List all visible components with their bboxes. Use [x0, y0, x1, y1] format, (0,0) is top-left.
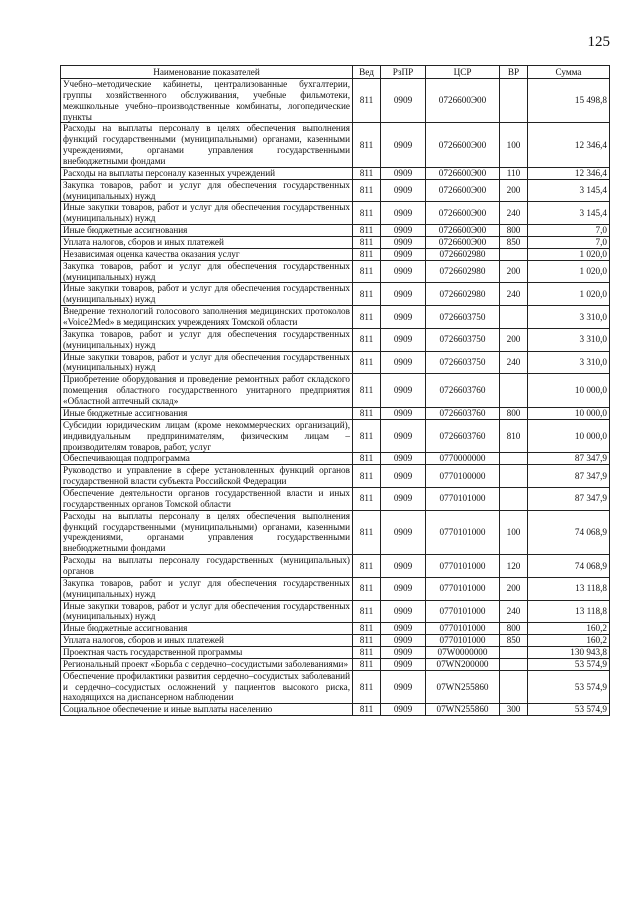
table-header — [61, 66, 610, 79]
row-vr: 240 — [500, 351, 528, 374]
row-ved: 811 — [353, 646, 381, 658]
row-rzpr: 0909 — [381, 79, 426, 123]
row-sum: 13 118,8 — [528, 577, 610, 600]
row-sum: 15 498,8 — [528, 79, 610, 123]
row-rzpr: 0909 — [381, 646, 426, 658]
row-vr — [500, 306, 528, 329]
row-ved: 811 — [353, 623, 381, 635]
row-ved: 811 — [353, 487, 381, 510]
row-name: Расходы на выплаты персоналу в целях обеспечения выполнения функций государственными (муниципальными) органами, казенными учреждениями, органами управления государственными внебюджетными фондами — [61, 510, 353, 554]
row-sum: 7,0 — [528, 225, 610, 237]
table-row — [61, 202, 610, 225]
row-name: Иные закупки товаров, работ и услуг для обеспечения государственных (муниципальных) нужд — [61, 283, 353, 306]
row-csr: 0726603760 — [426, 374, 500, 408]
row-sum: 10 000,0 — [528, 407, 610, 419]
row-ved: 811 — [353, 510, 381, 554]
row-ved: 811 — [353, 465, 381, 488]
row-rzpr: 0909 — [381, 704, 426, 716]
row-name: Учебно–методические кабинеты, централизованные бухгалтерии, группы хозяйственного обслуживания, учебные фильмотеки, межшкольные учебно–производственные комбинаты, логопедические пункты — [61, 79, 353, 123]
row-sum: 3 310,0 — [528, 351, 610, 374]
row-rzpr: 0909 — [381, 487, 426, 510]
row-name: Субсидии юридическим лицам (кроме некоммерческих организаций), индивидуальным предпринимателям, физическим лицам – производителям товаров, работ, услуг — [61, 419, 353, 453]
row-csr: 0726600Э00 — [426, 79, 500, 123]
row-ved: 811 — [353, 555, 381, 578]
header-row — [61, 66, 610, 79]
row-name: Уплата налогов, сборов и иных платежей — [61, 635, 353, 647]
row-vr — [500, 374, 528, 408]
row-rzpr: 0909 — [381, 328, 426, 351]
row-name: Иные закупки товаров, работ и услуг для обеспечения государственных (муниципальных) нужд — [61, 202, 353, 225]
row-sum: 160,2 — [528, 623, 610, 635]
row-rzpr: 0909 — [381, 283, 426, 306]
row-name: Закупка товаров, работ и услуг для обеспечения государственных (муниципальных) нужд — [61, 179, 353, 202]
row-vr: 200 — [500, 179, 528, 202]
row-rzpr: 0909 — [381, 260, 426, 283]
row-csr: 0726600Э00 — [426, 167, 500, 179]
row-csr: 0726603760 — [426, 419, 500, 453]
row-vr: 240 — [500, 283, 528, 306]
table-row — [61, 374, 610, 408]
row-csr: 0726600Э00 — [426, 237, 500, 249]
row-name: Уплата налогов, сборов и иных платежей — [61, 237, 353, 249]
row-csr: 0770100000 — [426, 465, 500, 488]
row-rzpr: 0909 — [381, 577, 426, 600]
row-rzpr: 0909 — [381, 179, 426, 202]
row-name: Иные бюджетные ассигнования — [61, 407, 353, 419]
row-vr: 100 — [500, 123, 528, 167]
row-name: Закупка товаров, работ и услуг для обеспечения государственных (муниципальных) нужд — [61, 577, 353, 600]
row-ved: 811 — [353, 600, 381, 623]
row-rzpr: 0909 — [381, 407, 426, 419]
table-row — [61, 623, 610, 635]
row-name: Региональный проект «Борьба с сердечно–сосудистыми заболеваниями» — [61, 658, 353, 670]
table-row — [61, 225, 610, 237]
row-csr: 0770000000 — [426, 453, 500, 465]
row-rzpr: 0909 — [381, 465, 426, 488]
row-csr: 0726602980 — [426, 248, 500, 260]
row-name: Расходы на выплаты персоналу казенных учреждений — [61, 167, 353, 179]
row-rzpr: 0909 — [381, 510, 426, 554]
row-sum: 3 310,0 — [528, 328, 610, 351]
row-sum: 1 020,0 — [528, 260, 610, 283]
header-sum: Сумма — [528, 66, 610, 79]
row-rzpr: 0909 — [381, 167, 426, 179]
row-csr: 0726600Э00 — [426, 202, 500, 225]
row-sum: 10 000,0 — [528, 419, 610, 453]
row-name: Независимая оценка качества оказания услуг — [61, 248, 353, 260]
table-row — [61, 600, 610, 623]
row-sum: 160,2 — [528, 635, 610, 647]
row-csr: 07WN200000 — [426, 658, 500, 670]
row-rzpr: 0909 — [381, 453, 426, 465]
row-sum: 7,0 — [528, 237, 610, 249]
row-csr: 0726600Э00 — [426, 225, 500, 237]
table-row — [61, 704, 610, 716]
row-ved: 811 — [353, 328, 381, 351]
table-row — [61, 248, 610, 260]
row-rzpr: 0909 — [381, 635, 426, 647]
row-vr: 850 — [500, 237, 528, 249]
table-row — [61, 260, 610, 283]
row-ved: 811 — [353, 225, 381, 237]
row-sum: 12 346,4 — [528, 123, 610, 167]
row-csr: 0726603750 — [426, 328, 500, 351]
row-sum: 87 347,9 — [528, 465, 610, 488]
row-rzpr: 0909 — [381, 306, 426, 329]
budget-table — [60, 65, 610, 716]
row-ved: 811 — [353, 407, 381, 419]
row-ved: 811 — [353, 658, 381, 670]
table-row — [61, 283, 610, 306]
row-rzpr: 0909 — [381, 600, 426, 623]
table-row — [61, 179, 610, 202]
row-vr — [500, 658, 528, 670]
row-sum: 1 020,0 — [528, 283, 610, 306]
row-sum: 53 574,9 — [528, 704, 610, 716]
row-sum: 10 000,0 — [528, 374, 610, 408]
table-row — [61, 407, 610, 419]
row-vr — [500, 248, 528, 260]
table-row — [61, 328, 610, 351]
table-row — [61, 670, 610, 704]
row-vr — [500, 453, 528, 465]
header-rzpr: РзПР — [381, 66, 426, 79]
row-name: Закупка товаров, работ и услуг для обеспечения государственных (муниципальных) нужд — [61, 260, 353, 283]
row-name: Приобретение оборудования и проведение ремонтных работ складского помещения областного государственного унитарного предприятия «Областной аптечный склад» — [61, 374, 353, 408]
row-sum: 12 346,4 — [528, 167, 610, 179]
row-ved: 811 — [353, 419, 381, 453]
row-rzpr: 0909 — [381, 237, 426, 249]
table-row — [61, 123, 610, 167]
row-name: Проектная часть государственной программы — [61, 646, 353, 658]
row-ved: 811 — [353, 283, 381, 306]
row-ved: 811 — [353, 260, 381, 283]
header-vr: ВР — [500, 66, 528, 79]
row-sum: 1 020,0 — [528, 248, 610, 260]
row-sum: 3 145,4 — [528, 202, 610, 225]
row-csr: 0726603750 — [426, 351, 500, 374]
row-rzpr: 0909 — [381, 225, 426, 237]
row-ved: 811 — [353, 123, 381, 167]
row-rzpr: 0909 — [381, 123, 426, 167]
row-csr: 0770101000 — [426, 577, 500, 600]
row-name: Руководство и управление в сфере установленных функций органов государственной власти субъекта Российской Федерации — [61, 465, 353, 488]
row-rzpr: 0909 — [381, 658, 426, 670]
row-ved: 811 — [353, 237, 381, 249]
row-ved: 811 — [353, 79, 381, 123]
table-row — [61, 167, 610, 179]
row-name: Иные бюджетные ассигнования — [61, 623, 353, 635]
table-row — [61, 351, 610, 374]
table-row — [61, 465, 610, 488]
row-vr: 300 — [500, 704, 528, 716]
row-name: Обеспечение деятельности органов государственной власти и иных государственных органов Томской области — [61, 487, 353, 510]
row-name: Внедрение технологий голосового заполнения медицинских протоколов «Voice2Med» в медицинских учреждениях Томской области — [61, 306, 353, 329]
row-vr: 810 — [500, 419, 528, 453]
row-ved: 811 — [353, 202, 381, 225]
table-row — [61, 658, 610, 670]
row-vr — [500, 465, 528, 488]
row-ved: 811 — [353, 577, 381, 600]
row-sum: 3 310,0 — [528, 306, 610, 329]
page-number: 125 — [587, 34, 610, 50]
table-row — [61, 646, 610, 658]
row-csr: 0770101000 — [426, 600, 500, 623]
row-sum: 74 068,9 — [528, 555, 610, 578]
row-csr: 0726603750 — [426, 306, 500, 329]
row-name: Иные бюджетные ассигнования — [61, 225, 353, 237]
row-name: Расходы на выплаты персоналу государственных (муниципальных) органов — [61, 555, 353, 578]
row-ved: 811 — [353, 453, 381, 465]
row-vr: 200 — [500, 577, 528, 600]
header-csr: ЦСР — [426, 66, 500, 79]
table-row — [61, 419, 610, 453]
row-name: Обеспечение профилактики развития сердечно–сосудистых заболеваний и сердечно–сосудистых осложнений у пациентов высокого риска, находящихся на диспансерном наблюдении — [61, 670, 353, 704]
row-vr: 800 — [500, 407, 528, 419]
row-csr: 07W0000000 — [426, 646, 500, 658]
row-ved: 811 — [353, 670, 381, 704]
row-vr: 800 — [500, 225, 528, 237]
row-rzpr: 0909 — [381, 248, 426, 260]
row-ved: 811 — [353, 167, 381, 179]
table-row — [61, 487, 610, 510]
row-csr: 0770101000 — [426, 487, 500, 510]
row-sum: 130 943,8 — [528, 646, 610, 658]
row-ved: 811 — [353, 704, 381, 716]
table-row — [61, 237, 610, 249]
row-csr: 0726603760 — [426, 407, 500, 419]
table-row — [61, 555, 610, 578]
table-body — [61, 79, 610, 716]
row-rzpr: 0909 — [381, 202, 426, 225]
row-ved: 811 — [353, 306, 381, 329]
row-vr: 110 — [500, 167, 528, 179]
row-csr: 07WN255860 — [426, 704, 500, 716]
table-row — [61, 453, 610, 465]
row-vr: 200 — [500, 260, 528, 283]
row-csr: 0770101000 — [426, 635, 500, 647]
row-ved: 811 — [353, 179, 381, 202]
row-vr — [500, 79, 528, 123]
row-csr: 0770101000 — [426, 623, 500, 635]
row-name: Социальное обеспечение и иные выплаты населению — [61, 704, 353, 716]
row-ved: 811 — [353, 635, 381, 647]
row-vr: 850 — [500, 635, 528, 647]
row-vr — [500, 646, 528, 658]
table-row — [61, 79, 610, 123]
row-rzpr: 0909 — [381, 623, 426, 635]
row-rzpr: 0909 — [381, 419, 426, 453]
row-name: Закупка товаров, работ и услуг для обеспечения государственных (муниципальных) нужд — [61, 328, 353, 351]
row-rzpr: 0909 — [381, 670, 426, 704]
row-sum: 87 347,9 — [528, 453, 610, 465]
row-vr — [500, 487, 528, 510]
row-sum: 3 145,4 — [528, 179, 610, 202]
row-sum: 74 068,9 — [528, 510, 610, 554]
row-rzpr: 0909 — [381, 555, 426, 578]
row-rzpr: 0909 — [381, 374, 426, 408]
row-vr: 240 — [500, 202, 528, 225]
header-ved: Вед — [353, 66, 381, 79]
table-row — [61, 577, 610, 600]
row-sum: 53 574,9 — [528, 670, 610, 704]
table-row — [61, 306, 610, 329]
row-csr: 07WN255860 — [426, 670, 500, 704]
row-name: Иные закупки товаров, работ и услуг для обеспечения государственных (муниципальных) нужд — [61, 351, 353, 374]
row-name: Расходы на выплаты персоналу в целях обеспечения выполнения функций государственными (муниципальными) органами, казенными учреждениями, органами управления государственными внебюджетными фондами — [61, 123, 353, 167]
table-row — [61, 635, 610, 647]
row-sum: 87 347,9 — [528, 487, 610, 510]
row-vr — [500, 670, 528, 704]
row-vr: 100 — [500, 510, 528, 554]
row-ved: 811 — [353, 351, 381, 374]
row-sum: 13 118,8 — [528, 600, 610, 623]
row-name: Иные закупки товаров, работ и услуг для обеспечения государственных (муниципальных) нужд — [61, 600, 353, 623]
row-name: Обеспечивающая подпрограмма — [61, 453, 353, 465]
row-csr: 0770101000 — [426, 555, 500, 578]
row-ved: 811 — [353, 248, 381, 260]
row-csr: 0726600Э00 — [426, 123, 500, 167]
header-name: Наименование показателей — [61, 66, 353, 79]
row-csr: 0770101000 — [426, 510, 500, 554]
row-ved: 811 — [353, 374, 381, 408]
row-vr: 120 — [500, 555, 528, 578]
row-vr: 240 — [500, 600, 528, 623]
row-sum: 53 574,9 — [528, 658, 610, 670]
row-rzpr: 0909 — [381, 351, 426, 374]
table-row — [61, 510, 610, 554]
row-vr: 200 — [500, 328, 528, 351]
row-csr: 0726600Э00 — [426, 179, 500, 202]
row-csr: 0726602980 — [426, 260, 500, 283]
row-csr: 0726602980 — [426, 283, 500, 306]
row-vr: 800 — [500, 623, 528, 635]
